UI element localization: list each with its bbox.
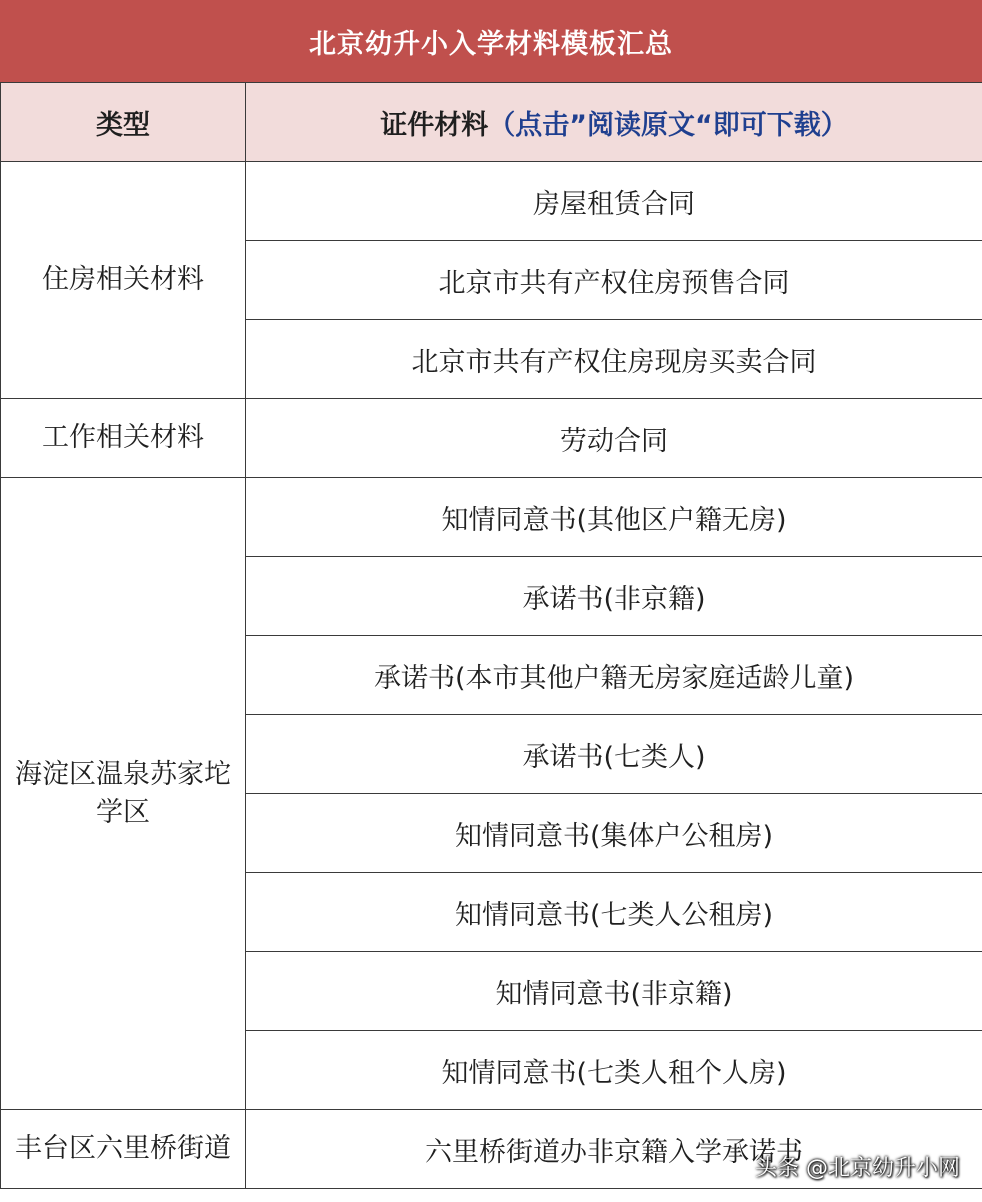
material-link[interactable]: 知情同意书(非京籍) xyxy=(246,952,982,1031)
material-link[interactable]: 知情同意书(集体户公租房) xyxy=(246,794,982,873)
category-cell: 住房相关材料 xyxy=(1,162,246,399)
table-header-row xyxy=(1,83,982,162)
material-link[interactable]: 知情同意书(七类人租个人房) xyxy=(246,1031,982,1110)
materials-table xyxy=(0,82,982,1189)
header-download-note: （点击”阅读原文“即可下载） xyxy=(488,109,848,141)
category-cell: 工作相关材料 xyxy=(1,399,246,478)
document-title: 北京幼升小入学材料模板汇总 xyxy=(0,0,982,82)
header-materials-label: 证件材料 xyxy=(380,109,489,141)
header-type: 类型 xyxy=(1,83,246,162)
category-cell: 海淀区温泉苏家坨学区 xyxy=(1,478,246,1110)
material-link[interactable]: 承诺书(七类人) xyxy=(246,715,982,794)
material-link[interactable]: 北京市共有产权住房现房买卖合同 xyxy=(246,320,982,399)
material-link[interactable]: 知情同意书(七类人公租房) xyxy=(246,873,982,952)
material-link[interactable]: 北京市共有产权住房预售合同 xyxy=(246,241,982,320)
material-link[interactable]: 六里桥街道办非京籍入学承诺书 xyxy=(246,1110,982,1189)
category-cell: 丰台区六里桥街道 xyxy=(1,1110,246,1189)
watermark: 头条 @北京幼升小网 xyxy=(755,1156,960,1181)
table-row xyxy=(1,478,982,557)
material-link[interactable]: 承诺书(本市其他户籍无房家庭适龄儿童) xyxy=(246,636,982,715)
material-link[interactable]: 知情同意书(其他区户籍无房) xyxy=(246,478,982,557)
material-link[interactable]: 承诺书(非京籍) xyxy=(246,557,982,636)
table-row xyxy=(1,162,982,241)
header-materials xyxy=(246,83,982,162)
material-link[interactable]: 劳动合同 xyxy=(246,399,982,478)
material-link[interactable]: 房屋租赁合同 xyxy=(246,162,982,241)
table-row xyxy=(1,399,982,478)
